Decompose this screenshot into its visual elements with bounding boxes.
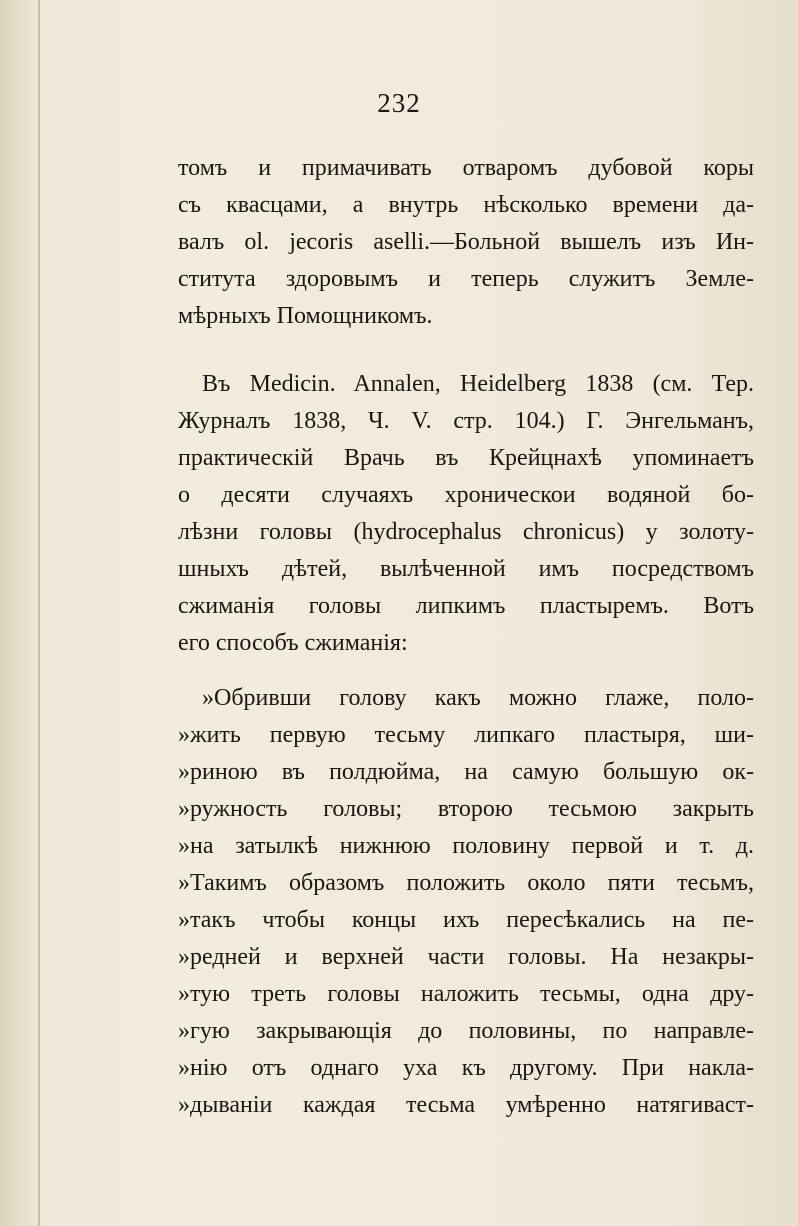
text-line: мѣрныхъ Помощникомъ. — [178, 303, 433, 329]
text-line: лѣзни головы (hydrocephalus chronicus) у золоту- — [178, 519, 754, 545]
text-line: сжиманія головы липкимъ пластыремъ. Вотъ — [178, 593, 754, 619]
text-line: »такъ чтобы концы ихъ пересѣкались на пе- — [178, 907, 754, 933]
text-line: »нію отъ однаго уха къ другому. При накла- — [178, 1055, 754, 1081]
text-line: Журналъ 1838, Ч. V. стр. 104.) Г. Энгельманъ, — [178, 408, 754, 434]
text-line: »на затылкѣ нижнюю половину первой и т. д. — [178, 833, 754, 859]
text-line: Въ Medicin. Annalen, Heidelberg 1838 (см. Тер. — [202, 371, 754, 397]
text-line: »Обривши голову какъ можно глаже, поло- — [202, 685, 754, 711]
text-line: валъ ol. jecoris aselli.—Больной вышелъ изъ Ин- — [178, 229, 754, 255]
text-line: ститута здоровымъ и теперь служитъ Земле- — [178, 266, 754, 292]
text-line: томъ и примачивать отваромъ дубовой коры — [178, 155, 754, 181]
text-line: о десяти случаяхъ хроническои водяной бо- — [178, 482, 754, 508]
page-number: 232 — [377, 88, 421, 118]
text-line: »Такимъ образомъ положить около пяти тесьмъ, — [178, 870, 754, 896]
text-line: »ружность головы; второю тесьмою закрыть — [178, 796, 754, 822]
text-line: шныхъ дѣтей, вылѣченной имъ посредствомъ — [178, 556, 754, 582]
text-line: »гую закрывающія до половины, по направле- — [178, 1018, 754, 1044]
text-line: »редней и верхней части головы. На незакры- — [178, 944, 754, 970]
text-line: »жить первую тесьму липкаго пластыря, ши- — [178, 722, 754, 748]
paragraph-2 — [178, 366, 754, 662]
text-line: его способъ сжиманія: — [178, 630, 408, 656]
text-line: »дываніи каждая тесьма умѣренно натягиваст- — [178, 1092, 754, 1118]
paragraph-3 — [178, 680, 754, 1124]
text-line: »риною въ полдюйма, на самую большую ок- — [178, 759, 754, 785]
page-gutter-line — [38, 0, 40, 1226]
paragraph-1 — [178, 150, 754, 335]
text-line: практическій Врачь въ Крейцнахѣ упоминаетъ — [178, 445, 754, 471]
text-line: »тую треть головы наложить тесьмы, одна дру- — [178, 981, 754, 1007]
text-line: съ квасцами, а внутрь нѣсколько времени да- — [178, 192, 754, 218]
